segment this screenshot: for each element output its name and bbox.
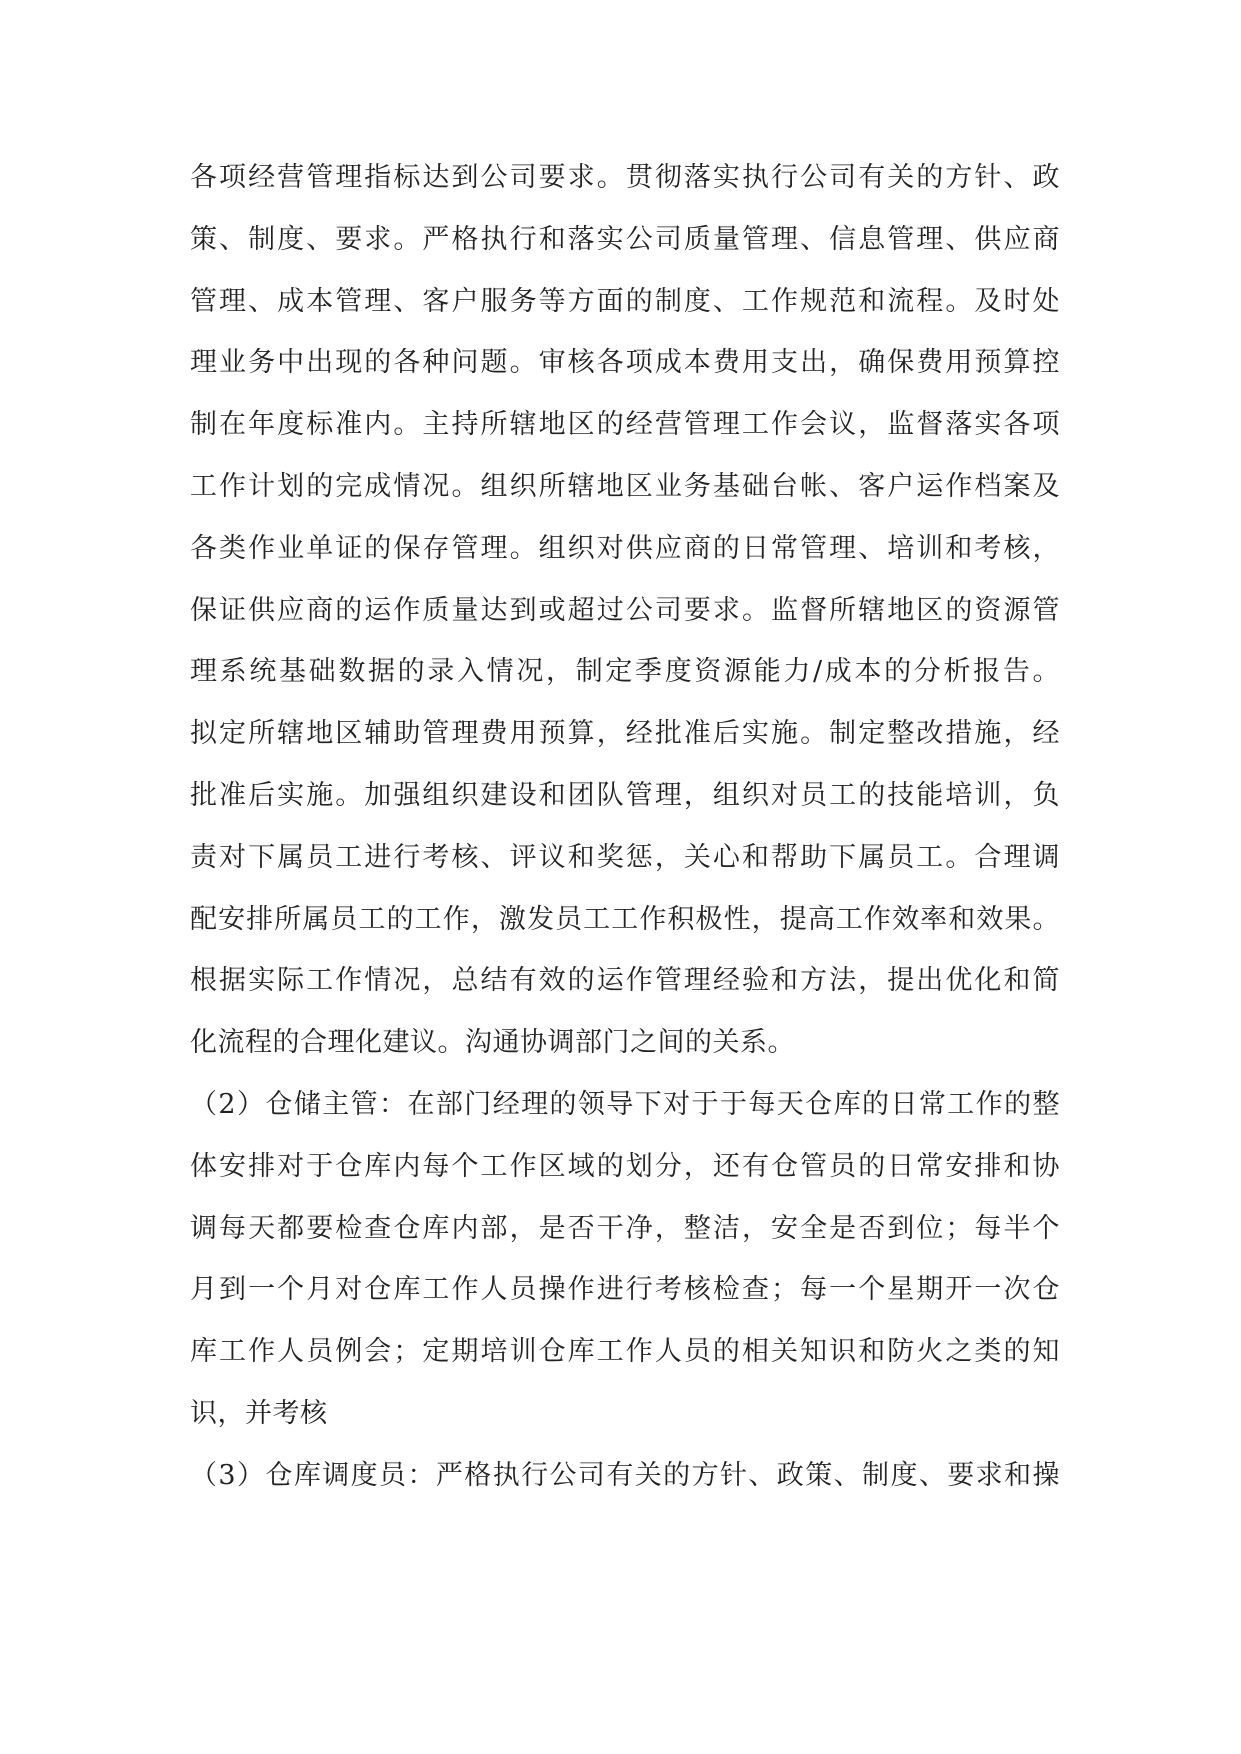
- text-line: 保证供应商的运作质量达到或超过公司要求。监督所辖地区的资源管: [190, 594, 1060, 626]
- text-line: 化流程的合理化建议。沟通协调部门之间的关系。: [190, 1027, 795, 1059]
- text-line: 理系统基础数据的录入情况，制定季度资源能力/成本的分析报告。: [190, 656, 1060, 688]
- text-line: 各类作业单证的保存管理。组织对供应商的日常管理、培训和考核，: [190, 532, 1060, 564]
- text-line: 各项经营管理指标达到公司要求。贯彻落实执行公司有关的方针、政: [190, 162, 1060, 193]
- text-line: 调每天都要检查仓库内部，是否干净，整洁，安全是否到位；每半个: [190, 1212, 1060, 1244]
- text-line: 批准后实施。加强组织建设和团队管理，组织对员工的技能培训，负: [190, 779, 1060, 811]
- text-line: 拟定所辖地区辅助管理费用预算，经批准后实施。制定整改措施，经: [190, 718, 1060, 750]
- text-line: 库工作人员例会；定期培训仓库工作人员的相关知识和防火之类的知: [190, 1336, 1060, 1368]
- text-line: 制在年度标准内。主持所辖地区的经营管理工作会议，监督落实各项: [190, 409, 1060, 441]
- text-line: 月到一个月对仓库工作人员操作进行考核检查；每一个星期开一次仓: [190, 1274, 1060, 1306]
- section-2-heading-line: （2）仓储主管：在部门经理的领导下对于于每天仓库的日常工作的整: [190, 1088, 1060, 1120]
- text-line: 责对下属员工进行考核、评议和奖惩，关心和帮助下属员工。合理调: [190, 841, 1060, 873]
- text-line: 体安排对于仓库内每个工作区域的划分，还有仓管员的日常安排和协: [190, 1150, 1060, 1182]
- text-line: 工作计划的完成情况。组织所辖地区业务基础台帐、客户运作档案及: [190, 470, 1060, 502]
- section-3-heading-line: （3）仓库调度员：严格执行公司有关的方针、政策、制度、要求和操: [190, 1459, 1060, 1491]
- text-line: 根据实际工作情况，总结有效的运作管理经验和方法，提出优化和简: [190, 965, 1060, 997]
- text-line: 策、制度、要求。严格执行和落实公司质量管理、信息管理、供应商: [190, 223, 1060, 255]
- text-line: 识，并考核: [190, 1397, 328, 1429]
- text-line: 管理、成本管理、客户服务等方面的制度、工作规范和流程。及时处: [190, 285, 1060, 317]
- text-line: 配安排所属员工的工作，激发员工工作积极性，提高工作效率和效果。: [190, 903, 1060, 935]
- body-text: [190, 158, 1060, 1518]
- text-line: 理业务中出现的各种问题。审核各项成本费用支出，确保费用预算控: [190, 347, 1060, 379]
